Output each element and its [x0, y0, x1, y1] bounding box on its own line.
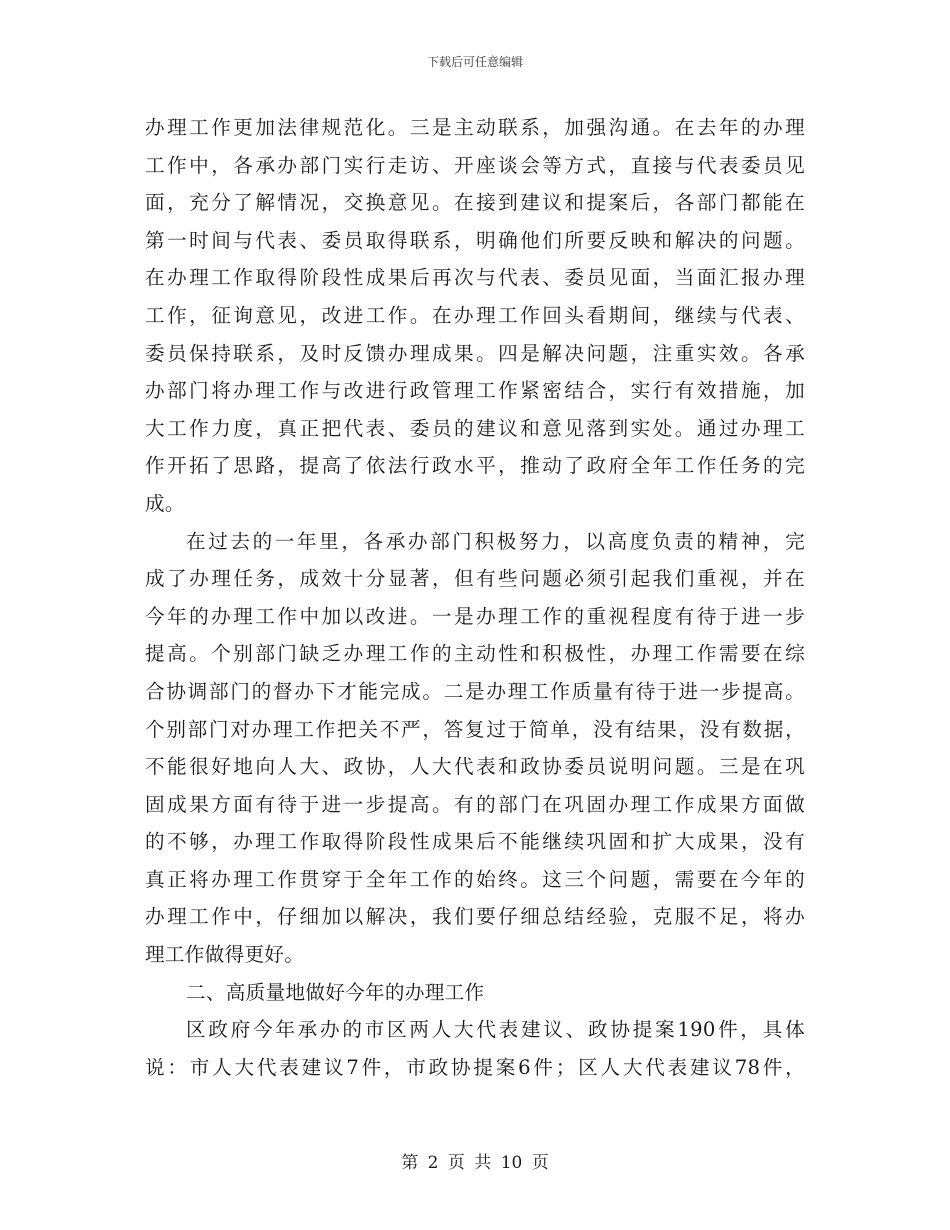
text-line: 作开拓了思路，提高了依法行政水平，推动了政府全年工作任务的完 — [145, 454, 805, 478]
text-line: 成。 — [145, 491, 185, 515]
text-line: 真正将办理工作贯穿于全年工作的始终。这三个问题，需要在今年的 — [145, 867, 805, 891]
paragraph-first-line: 区政府今年承办的市区两人大代表建议、政协提案190件，具体 — [186, 1018, 805, 1042]
document-body — [145, 109, 805, 1086]
text-line: 办理工作中，仔细加以解决，我们要仔细总结经验，克服不足，将办 — [145, 905, 805, 929]
text-line: 面，充分了解情况，交换意见。在接到建议和提案后，各部门都能在 — [145, 191, 805, 215]
text-line: 的不够，办理工作取得阶段性成果后不能继续巩固和扩大成果，没有 — [145, 830, 805, 854]
text-line: 在办理工作取得阶段性成果后再次与代表、委员见面，当面汇报办理 — [145, 266, 805, 290]
page-number: 第 2 页 共 10 页 — [401, 1153, 549, 1173]
text-line: 工作中，各承办部门实行走访、开座谈会等方式，直接与代表委员见 — [145, 153, 805, 177]
text-line: 不能很好地向人大、政协，人大代表和政协委员说明问题。三是在巩 — [145, 755, 805, 779]
text-line: 说：市人大代表建议7件，市政协提案6件；区人大代表建议78件， — [145, 1055, 805, 1079]
paragraph-first-line: 在过去的一年里，各承办部门积极努力，以高度负责的精神，完 — [186, 529, 805, 553]
text-line: 第一时间与代表、委员取得联系，明确他们所要反映和解决的问题。 — [145, 228, 805, 252]
text-line: 工作，征询意见，改进工作。在办理工作回头看期间，继续与代表、 — [145, 303, 805, 327]
section-heading: 二、高质量地做好今年的办理工作 — [186, 980, 485, 1004]
text-line: 成了办理任务，成效十分显著，但有些问题必须引起我们重视，并在 — [145, 567, 805, 591]
text-line: 提高。个别部门缺乏办理工作的主动性和积极性，办理工作需要在综 — [145, 642, 805, 666]
page-header-note: 下载后可任意编辑 — [426, 55, 523, 69]
text-line: 大工作力度，真正把代表、委员的建议和意见落到实处。通过办理工 — [145, 416, 805, 440]
text-line: 个别部门对办理工作把关不严，答复过于简单，没有结果，没有数据， — [145, 717, 805, 741]
text-line: 理工作做得更好。 — [145, 943, 305, 967]
text-line: 办部门将办理工作与改进行政管理工作紧密结合，实行有效措施，加 — [145, 379, 805, 403]
text-line: 固成果方面有待于进一步提高。有的部门在巩固办理工作成果方面做 — [145, 792, 805, 816]
text-line: 办理工作更加法律规范化。三是主动联系，加强沟通。在去年的办理 — [145, 116, 805, 139]
text-line: 委员保持联系，及时反馈办理成果。四是解决问题，注重实效。各承 — [145, 341, 805, 365]
text-line: 合协调部门的督办下才能完成。二是办理工作质量有待于进一步提高。 — [145, 679, 805, 703]
text-line: 今年的办理工作中加以改进。一是办理工作的重视程度有待于进一步 — [145, 604, 805, 628]
